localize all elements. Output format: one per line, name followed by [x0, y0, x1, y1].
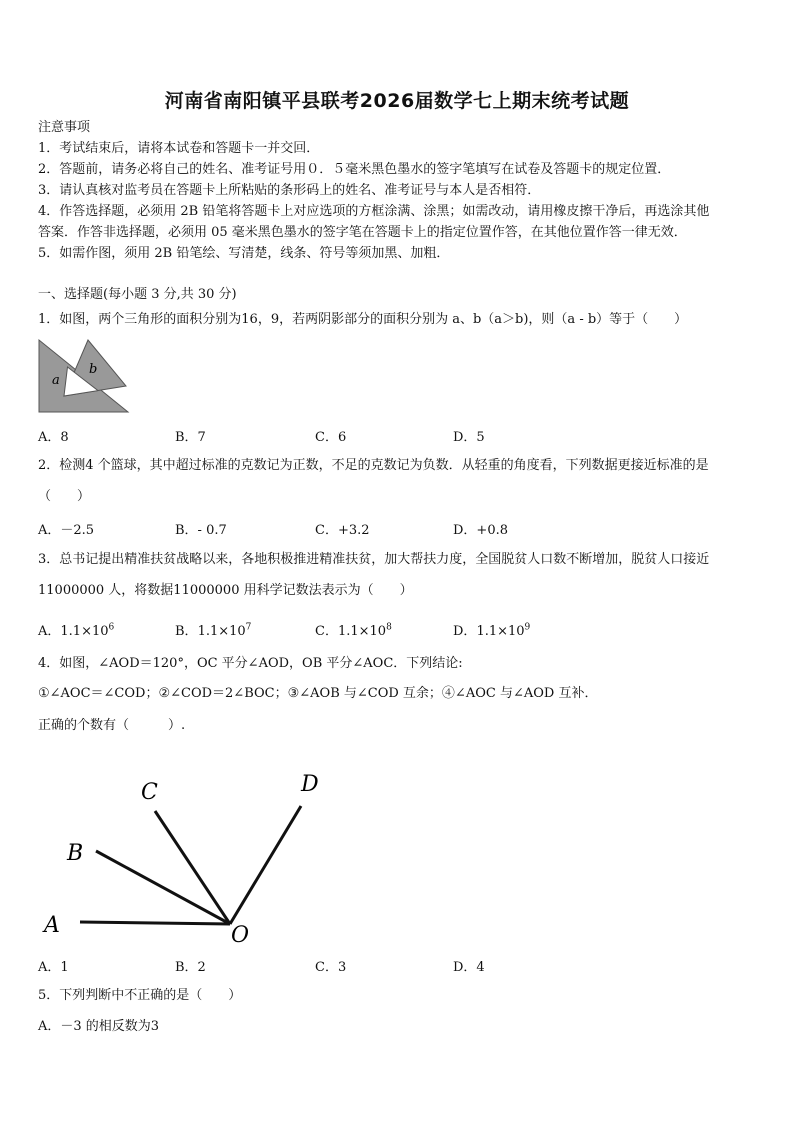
- point-label-d: D: [301, 772, 319, 797]
- question-2-stem-cont: （ ）: [38, 489, 91, 504]
- option-a[interactable]: A．8: [38, 430, 69, 445]
- option-c[interactable]: C．3: [315, 960, 347, 975]
- option-base: 1.1×10: [60, 624, 109, 639]
- option-c[interactable]: C．6: [315, 430, 347, 445]
- option-label: C．: [315, 624, 338, 639]
- question-5-stem: 5．下列判断中不正确的是（ ）: [38, 988, 242, 1003]
- option-b[interactable]: B．- 0.7: [175, 523, 227, 538]
- question-4-conclusions: ①∠AOC＝∠COD；②∠COD＝2∠BOC；③∠AOB 与∠COD 互余；④∠AOC 与∠AOD 互补．: [38, 686, 598, 701]
- option-b[interactable]: [175, 620, 251, 639]
- notice-item: 2．答题前，请务必将自己的姓名、准考证号用０．５毫米黑色墨水的签字笔填写在试卷及答题卡的规定位置．: [38, 162, 671, 177]
- option-label: D．: [453, 624, 477, 639]
- ray-oc: [155, 811, 230, 924]
- option-a[interactable]: A．－2.5: [38, 523, 95, 538]
- question-4-question: 正确的个数有（ ）.: [38, 718, 186, 733]
- option-d[interactable]: D．5: [453, 430, 485, 445]
- option-c[interactable]: C．+3.2: [315, 523, 370, 538]
- option-a[interactable]: A．1: [38, 960, 69, 975]
- option-b[interactable]: B．7: [175, 430, 206, 445]
- ray-od: [230, 806, 301, 924]
- option-b[interactable]: B．2: [175, 960, 206, 975]
- label-b: b: [89, 362, 98, 377]
- option-base: 1.1×10: [337, 624, 387, 639]
- option-d[interactable]: D．4: [453, 960, 485, 975]
- question-3-options: [38, 620, 758, 640]
- question-3-stem-cont: 11000000 人，将数据11000000 用科学记数法表示为（ ）: [38, 583, 413, 598]
- option-d[interactable]: [453, 620, 530, 639]
- notice-item: 4．作答选择题，必须用 2B 铅笔将答题卡上对应选项的方框涂满、涂黑；如需改动，请用橡皮擦干净后，再选涂其他: [38, 204, 710, 219]
- option-d[interactable]: D．+0.8: [453, 523, 508, 538]
- label-a: a: [52, 373, 60, 388]
- option-c[interactable]: [315, 620, 392, 639]
- ray-ob: [96, 851, 230, 924]
- question-4-options: [38, 956, 758, 976]
- question-1-stem: 1．如图，两个三角形的面积分别为16，9，若两阴影部分的面积分别为 a、b（a＞b)，则（a - b）等于（ ）: [38, 312, 688, 327]
- point-label-o: O: [231, 923, 250, 948]
- question-5-option-a[interactable]: A．－3 的相反数为3: [38, 1019, 160, 1034]
- angle-figure: [38, 764, 338, 949]
- question-3-stem: 3．总书记提出精准扶贫战略以来，各地积极推进精准扶贫，加大帮扶力度，全国脱贫人口数不断增加，脱贫人口接近: [38, 552, 710, 567]
- option-base: 1.1×10: [197, 624, 246, 639]
- question-4-stem: 4．如图，∠AOD＝120°，OC 平分∠AOD，OB 平分∠AOC．下列结论:: [38, 656, 463, 671]
- option-label: A．: [38, 624, 61, 639]
- notice-item: 1．考试结束后，请将本试卷和答题卡一并交回．: [38, 141, 320, 156]
- question-1-options: [38, 426, 758, 446]
- question-2-stem: 2．检测4 个篮球，其中超过标准的克数记为正数，不足的克数记为负数．从轻重的角度看，下列数据更接近标准的是: [38, 458, 709, 473]
- option-exp: 6: [108, 622, 115, 633]
- question-2-options: [38, 519, 758, 539]
- option-a[interactable]: [38, 620, 114, 639]
- notice-heading: 注意事项: [38, 120, 91, 135]
- notice-item: 5．如需作图，须用 2B 铅笔绘、写清楚，线条、符号等须加黑、加粗．: [38, 246, 450, 261]
- notice-item: 3．请认真核对监考员在答题卡上所粘贴的条形码上的姓名、准考证号与本人是否相符．: [38, 183, 541, 198]
- option-exp: 9: [524, 622, 531, 633]
- point-label-c: C: [141, 780, 158, 805]
- option-base: 1.1×10: [476, 624, 525, 639]
- option-exp: 7: [245, 622, 252, 633]
- page-title: 河南省南阳镇平县联考2026届数学七上期末统考试题: [164, 90, 630, 112]
- section-heading: 一、选择题(每小题 3 分,共 30 分): [38, 287, 237, 302]
- ray-oa: [80, 922, 230, 924]
- option-label: B．: [175, 624, 198, 639]
- point-label-a: A: [44, 913, 60, 938]
- point-label-b: B: [67, 841, 84, 866]
- option-exp: 8: [386, 622, 392, 633]
- notice-item: 答案．作答非选择题，必须用 05 毫米黑色墨水的签字笔在答题卡上的指定位置作答，在其他位置作答一律无效．: [38, 225, 687, 240]
- triangles-figure: [38, 338, 130, 414]
